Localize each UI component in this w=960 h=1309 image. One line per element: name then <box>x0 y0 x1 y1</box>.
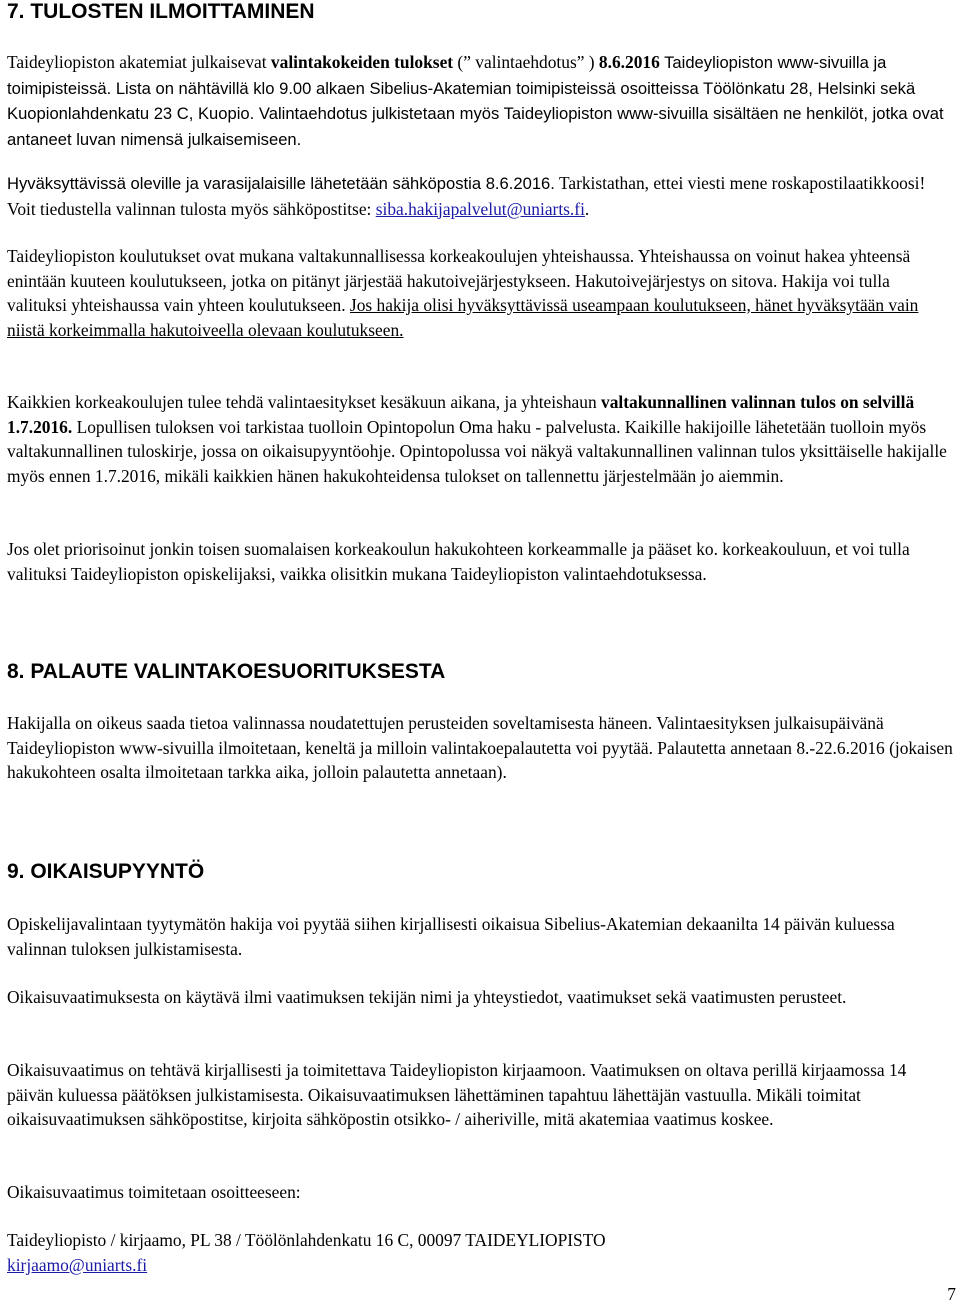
kirjaamo-address: Taideyliopisto / kirjaamo, PL 38 / Töölönlahdenkatu 16 C, 00097 TAIDEYLIOPISTO <box>7 1230 606 1250</box>
section-8-heading: 8. PALAUTE VALINTAKOESUORITUKSESTA <box>7 660 446 683</box>
text-run: (” valintaehdotus” ) <box>453 52 599 72</box>
hakijapalvelut-email-link[interactable]: siba.hakijapalvelut@uniarts.fi <box>375 198 585 219</box>
section-7-paragraph-1 <box>7 50 953 152</box>
text-run: . <box>584 198 590 219</box>
section-7-paragraph-5: Jos olet priorisoinut jonkin toisen suomalaisen korkeakoulun hakukohteen korkeammalle ja pääset ko. korkeakouluun, et voi tulla valituksi Taideyliopiston opiskelijaksi, vaikka olisitkin mukana Taideyliopiston valintaehdotuksessa. <box>7 539 910 584</box>
results-date: 8.6.2016 <box>598 52 660 72</box>
text-run: Taideyliopiston koulutukset ovat mukana valtakunnallisessa korkeakoulujen yhteishaussa. Yhteishaussa on voinut hakea yhteensä enintään kuuteen koulutukseen, jotka on pitänyt järjestää hakutoivejärjestykseen. Hakutoivejärjestys on sitova. Hakija voi tulla valituksi yhteishaussa vain yhteen koulutukseen. <box>7 246 911 315</box>
text-run: Taideyliopiston www-sivuilla ja toimipisteissä. Lista on nähtävillä klo 9.00 alkaen Sibelius-Akatemian toimipisteissä osoitteissa Töölönkatu 28, Helsinki sekä Kuopionlahdenkatu 23 C, Kuopio. <box>7 53 916 123</box>
section-7-paragraph-2 <box>7 171 953 221</box>
text-run: Taideyliopiston akatemiat julkaisevat <box>7 52 271 72</box>
section-9-paragraph-3: Oikaisuvaatimus on tehtävä kirjallisesti ja toimitettava Taideyliopiston kirjaamoon. Vaatimuksen on oltava perillä kirjaamossa 14 päivän kuluessa päätöksen julkistamisesta. Oikaisuvaatimuksen lähettäminen tapahtuu lähettäjän vastuulla. Mikäli toimitat oikaisuvaatimuksen sähköpostitse, kirjoita sähköpostin otsikko- / aiheriville, mitä akatemiaa vaatimus koskee. <box>7 1060 907 1129</box>
kirjaamo-email-line <box>7 1253 147 1278</box>
section-9-paragraph-1: Opiskelijavalintaan tyytymätön hakija voi pyytää siihen kirjallisesti oikaisua Sibelius-Akatemian dekaanilta 14 päivän kuluessa valinnan tuloksen julkistamisesta. <box>7 914 895 959</box>
text-run: Valintaehdotus julkistetaan myös Taideyliopiston www-sivuilla sisältäen ne henkilöt, jotka ovat antaneet luvan nimensä julkaisemiseen. <box>7 104 944 149</box>
section-7-heading: 7. TULOSTEN ILMOITTAMINEN <box>7 0 315 23</box>
text-run: Kaikkien korkeakoulujen tulee tehdä valintaesitykset kesäkuun aikana, ja yhteishaun <box>7 392 601 412</box>
section-9-heading: 9. OIKAISUPYYNTÖ <box>7 860 205 883</box>
section-7-paragraph-4 <box>7 390 953 488</box>
text-run: Tarkistathan, ettei viesti mene roskapostilaatikkoosi! Voit tiedustella valinnan tulosta myös sähköpostitse: <box>7 173 926 219</box>
text-bold: valtakunnallinen valinnan tulos on selvillä 1.7.2016. <box>7 392 915 437</box>
section-8-paragraph-1: Hakijalla on oikeus saada tietoa valinnassa noudatettujen perusteiden soveltamisesta häneen. Valintaesityksen julkaisupäivänä Taideyliopiston www-sivuilla ilmoitetaan, keneltä ja milloin valintakoepalautetta voi pyytää. Palautetta annetaan 8.-22.6.2016 (jokaisen hakukohteen osalta ilmoitetaan tarkka aika, jolloin palautetta annetaan). <box>7 713 953 782</box>
section-9-paragraph-4: Oikaisuvaatimus toimitetaan osoitteeseen: <box>7 1182 301 1202</box>
kirjaamo-email-link[interactable]: kirjaamo@uniarts.fi <box>7 1255 148 1275</box>
page-number: 7 <box>947 1284 956 1304</box>
text-run: Lopullisen tuloksen voi tarkistaa tuolloin Opintopolun Oma haku - palvelusta. Kaikille hakijoille lähetetään tuolloin myös valtakunnallinen tuloskirje, jossa on oikaisupyyntöohje. Opintopolussa voi näkyä valtakunnallinen valinnan tulos yksittäiselle hakijalle myös ennen 1.7.2016, mikäli kaikkien hänen hakukohteidensa tulokset on tallennettu järjestelmään jo aiemmin. <box>7 416 947 486</box>
text-bold: valintakokeiden tulokset <box>270 52 454 72</box>
section-7-paragraph-3 <box>7 244 953 342</box>
text-underlined: Jos hakija olisi hyväksyttävissä useampaan koulutukseen, hänet hyväksytään vain niistä korkeimmalla hakutoiveella olevaan koulutukseen. <box>7 295 919 340</box>
section-9-paragraph-2: Oikaisuvaatimuksesta on käytävä ilmi vaatimuksen tekijän nimi ja yhteystiedot, vaatimukset sekä vaatimusten perusteet. <box>7 987 847 1007</box>
text-run: Hyväksyttävissä oleville ja varasijalaisille lähetetään sähköpostia 8.6.2016. <box>7 174 555 193</box>
